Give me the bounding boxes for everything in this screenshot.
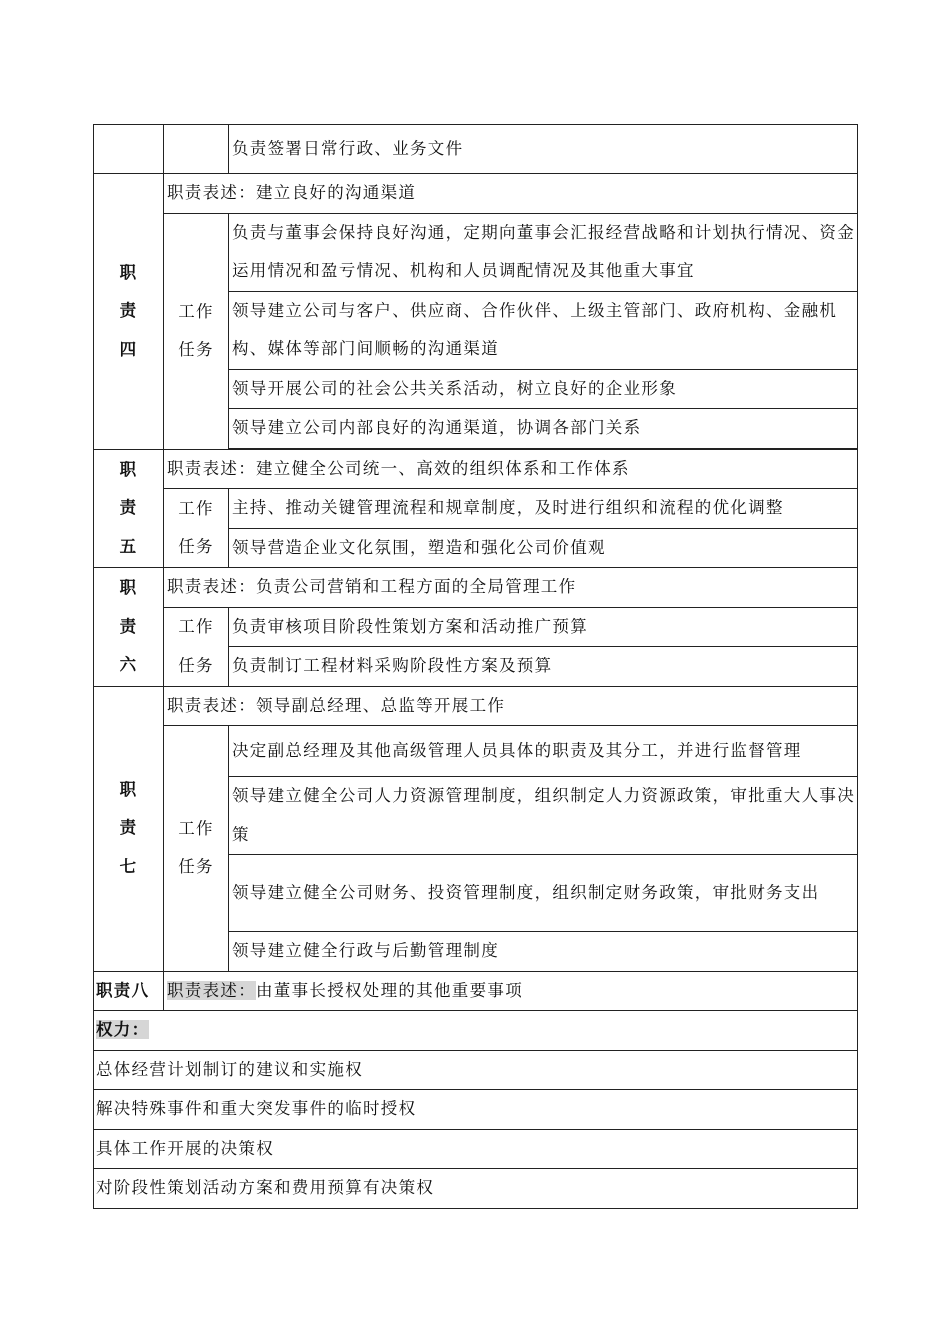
duty7-description: 职责表述：领导副总经理、总监等开展工作 (164, 686, 858, 726)
duty5-description: 职责表述：建立健全公司统一、高效的组织体系和工作体系 (164, 449, 858, 489)
table-row (94, 1011, 858, 1051)
table-row (94, 1090, 858, 1130)
duty7-task-label: 工作 任务 (164, 726, 229, 972)
table-row (94, 489, 858, 529)
duty8-desc-prefix: 职责表述： (167, 980, 256, 1000)
duty8-desc-text: 由董事长授权处理的其他重要事项 (256, 980, 523, 1000)
table-row (94, 174, 858, 214)
task-item: 领导开展公司的社会公共关系活动，树立良好的企业形象 (229, 369, 858, 409)
power-item: 解决特殊事件和重大突发事件的临时授权 (94, 1090, 858, 1130)
table-row (94, 568, 858, 608)
table-row (94, 125, 858, 174)
duty6-description: 职责表述：负责公司营销和工程方面的全局管理工作 (164, 568, 858, 608)
task-item: 领导建立健全公司人力资源管理制度，组织制定人力资源政策，审批重大人事决策 (229, 777, 858, 855)
task-item: 领导营造企业文化氛围，塑造和强化公司价值观 (229, 528, 858, 568)
task-item: 负责审核项目阶段性策划方案和活动推广预算 (229, 607, 858, 647)
duty4-task-label: 工作 任务 (164, 213, 229, 449)
task-item: 负责签署日常行政、业务文件 (229, 125, 858, 174)
duty5-label: 职 责 五 (94, 449, 164, 568)
table-row (94, 1169, 858, 1209)
table-row (94, 449, 858, 489)
task-item: 领导建立健全公司财务、投资管理制度，组织制定财务政策，审批财务支出 (229, 855, 858, 932)
task-item: 领导建立公司内部良好的沟通渠道，协调各部门关系 (229, 409, 858, 449)
power-item: 具体工作开展的决策权 (94, 1129, 858, 1169)
duty4-label: 职 责 四 (94, 174, 164, 450)
duty5-task-label: 工作 任务 (164, 489, 229, 568)
table-row (94, 213, 858, 291)
duty6-label: 职 责 六 (94, 568, 164, 687)
table-row (94, 726, 858, 777)
power-heading: 权力： (94, 1011, 858, 1051)
task-item: 领导建立公司与客户、供应商、合作伙伴、上级主管部门、政府机构、金融机构、媒体等部门间顺畅的沟通渠道 (229, 291, 858, 369)
table-row (94, 686, 858, 726)
task-item: 决定副总经理及其他高级管理人员具体的职责及其分工，并进行监督管理 (229, 726, 858, 777)
task-label-cell-empty (164, 125, 229, 174)
duty-label-cell-empty (94, 125, 164, 174)
power-item: 对阶段性策划活动方案和费用预算有决策权 (94, 1169, 858, 1209)
duty8-description (164, 971, 858, 1011)
duty4-description: 职责表述：建立良好的沟通渠道 (164, 174, 858, 214)
power-item: 总体经营计划制订的建议和实施权 (94, 1050, 858, 1090)
duty6-task-label: 工作 任务 (164, 607, 229, 686)
responsibility-table (93, 124, 858, 1209)
table-row (94, 1050, 858, 1090)
table-row (94, 1129, 858, 1169)
table-row (94, 971, 858, 1011)
task-item: 主持、推动关键管理流程和规章制度，及时进行组织和流程的优化调整 (229, 489, 858, 529)
table-row (94, 607, 858, 647)
task-item: 负责制订工程材料采购阶段性方案及预算 (229, 647, 858, 687)
task-item: 领导建立健全行政与后勤管理制度 (229, 932, 858, 972)
duty7-label: 职 责 七 (94, 686, 164, 971)
task-item: 负责与董事会保持良好沟通，定期向董事会汇报经营战略和计划执行情况、资金运用情况和盈亏情况、机构和人员调配情况及其他重大事宜 (229, 213, 858, 291)
duty8-label: 职责八 (94, 971, 164, 1011)
